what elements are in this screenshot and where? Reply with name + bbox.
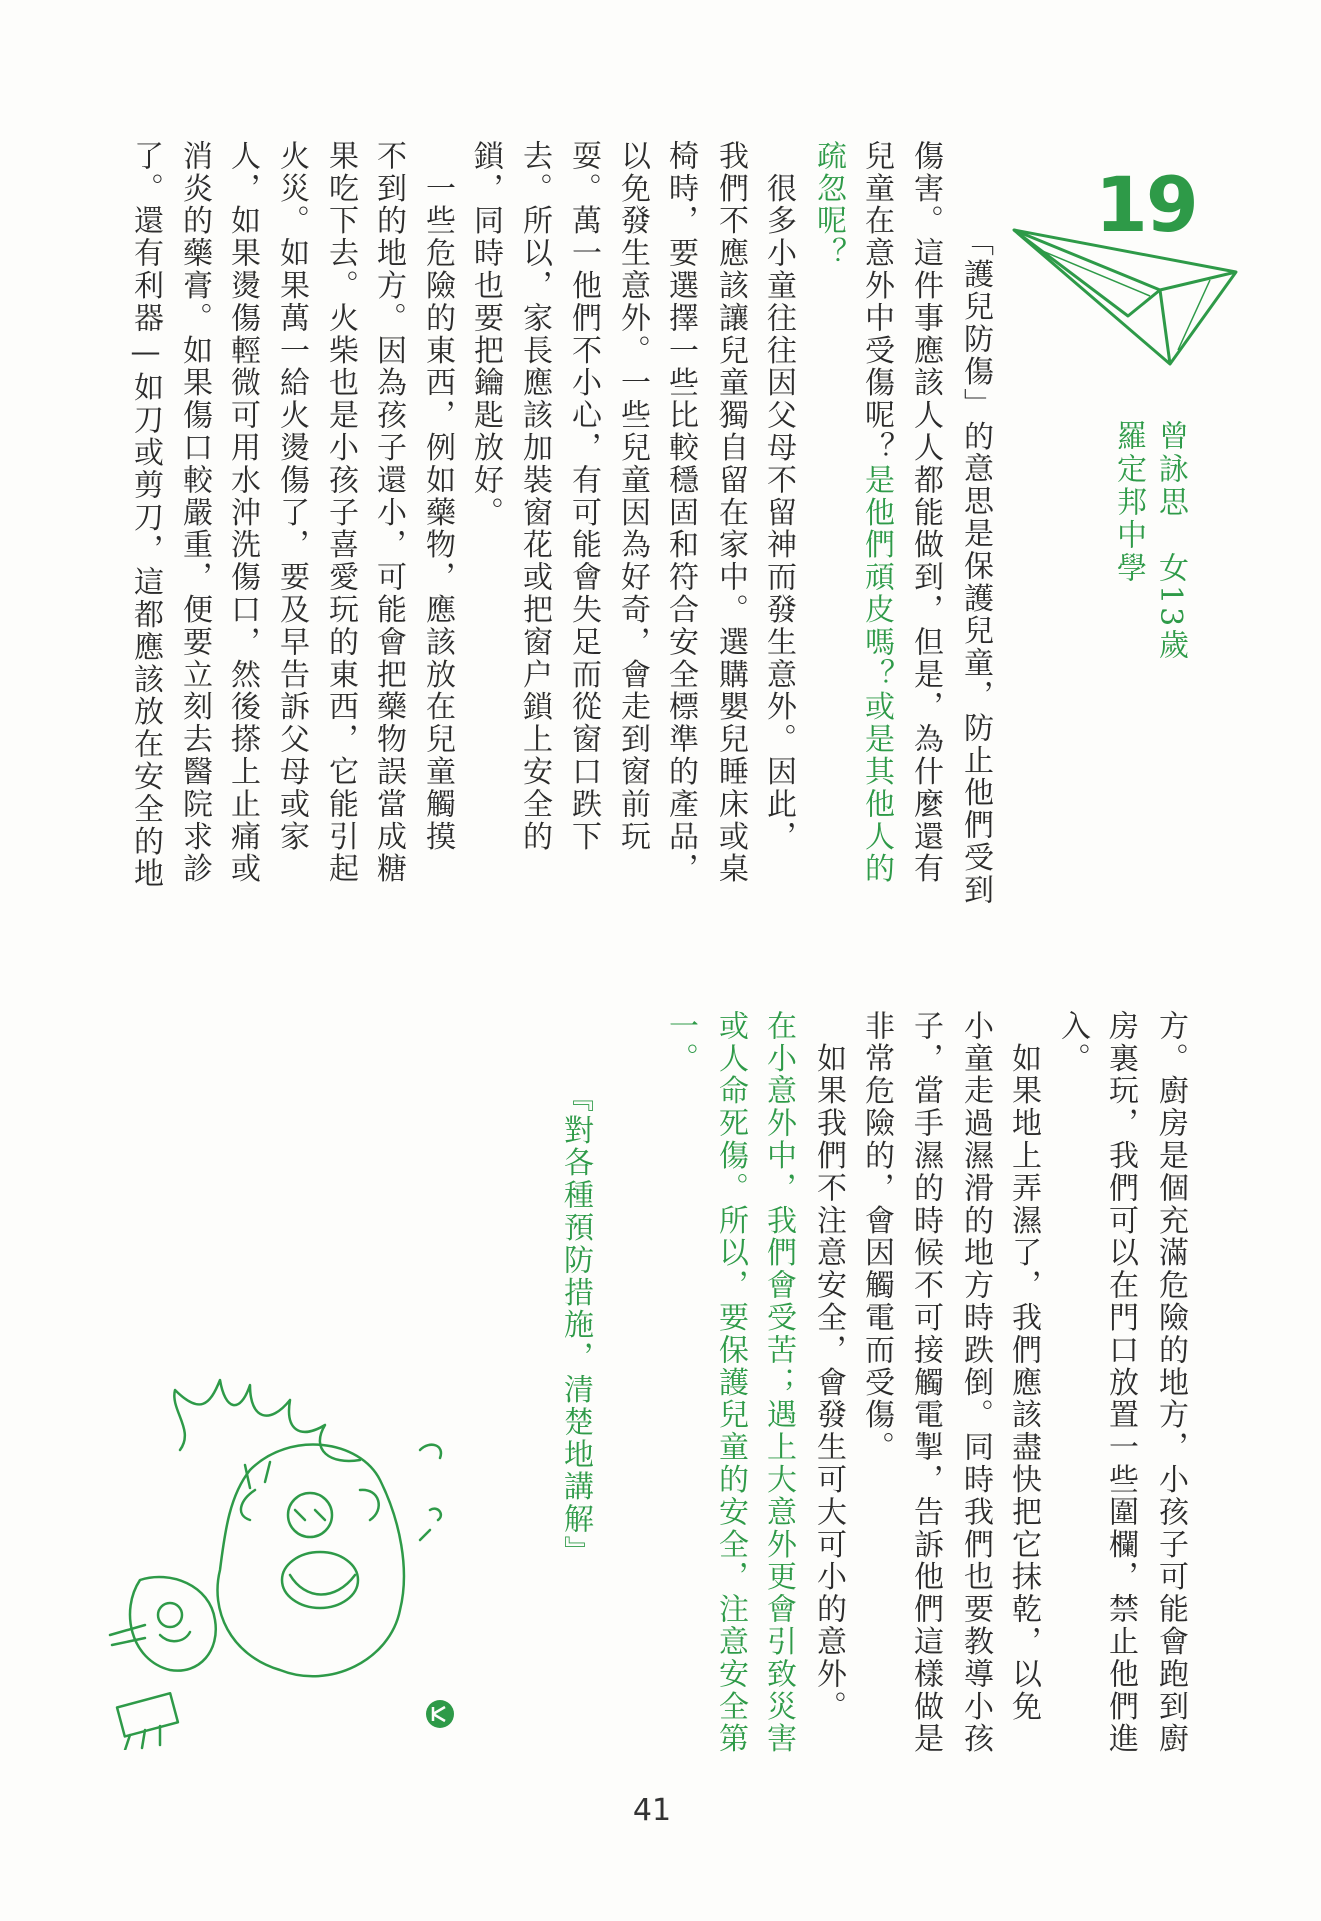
- upper-line-14: 果吃下去。火柴也是小孩子喜愛玩的東西，它能引起: [323, 140, 358, 886]
- lower-line-10: 或人命死傷。所以，要保護兒童的安全，注意安全第: [713, 1010, 748, 1756]
- upper-line-8: 以免發生意外。一些兒童因為好奇，會走到窗前玩: [615, 140, 650, 853]
- upper-line-17: 消炎的藥膏。如果傷口較嚴重，便要立刻去醫院求診: [177, 140, 212, 886]
- upper-line-7: 椅時，要選擇一些比較穩固和符合安全標準的產品，: [663, 140, 698, 886]
- page-number: 41: [632, 1793, 672, 1828]
- paper-plane-icon: [1010, 220, 1240, 370]
- upper-line-15: 火災。如果萬一給火燙傷了，要及早告訴父母或家: [274, 140, 309, 853]
- upper-line-12: 一些危險的東西，例如藥物，應該放在兒童觸摸: [420, 140, 455, 853]
- upper-line-2: 傷害。這件事應該人人都能做到，但是，為什麼還有: [908, 140, 943, 886]
- lower-line-2: 房裏玩，我們可以在門口放置一些圍欄，禁止他們進: [1103, 1010, 1138, 1756]
- upper-line-13: 不到的地方。因為孩子還小，可能會把藥物誤當成糖: [371, 140, 406, 886]
- upper-line-16: 人，如果燙傷輕微可用水沖洗傷口，然後搽上止痛或: [225, 140, 260, 886]
- upper-line-1: 「護兒防傷」的意思是保護兒童，防止他們受到: [958, 226, 993, 907]
- teacher-comment: 『對各種預防措施，清楚地講解』: [558, 1082, 593, 1568]
- upper-line-10: 去。所以，家長應該加裝窗花或把窗户鎖上安全的: [517, 140, 552, 853]
- lower-line-3: 入。: [1055, 1010, 1090, 1075]
- lower-line-7: 非常危險的，會因觸電而受傷。: [859, 1010, 894, 1464]
- upper-line-5: 很多小童往往因父母不留神而發生意外。因此，: [761, 140, 796, 853]
- article-number: 19: [1095, 160, 1197, 249]
- burn-cartoon-illustration: [100, 1370, 500, 1750]
- upper-line-9: 耍。萬一他們不小心，有可能會失足而從窗口跌下: [566, 140, 601, 853]
- author-gender: 女: [1153, 552, 1188, 585]
- lower-line-9: 在小意外中，我們會受苦；遇上大意外更會引致災害: [761, 1010, 796, 1756]
- lower-line-4: 如果地上弄濕了，我們應該盡快把它抹乾，以免: [1006, 1010, 1041, 1723]
- upper-line-11: 鎖，同時也要把鑰匙放好。: [468, 140, 503, 529]
- lower-line-8: 如果我們不注意安全，會發生可大可小的意外。: [811, 1010, 846, 1723]
- author-age: 13歲: [1153, 585, 1188, 663]
- author-name: 曾詠思: [1153, 420, 1188, 519]
- upper-line-6: 我們不應該讓兒童獨自留在家中。選購嬰兒睡床或桌: [713, 140, 748, 886]
- upper-line-18: 了。還有利器—如刀或剪刀，這都應該放在安全的地: [128, 140, 163, 891]
- upper-line-3: 兒童在意外中受傷呢？是他們頑皮嗎？或是其他人的: [859, 140, 894, 886]
- lower-line-6: 子，當手濕的時候不可接觸電掣，告訴他們這樣做是: [908, 1010, 943, 1756]
- lower-line-1: 方。廚房是個充滿危險的地方，小孩子可能會跑到廚: [1153, 1010, 1188, 1756]
- lower-line-11: 一。: [663, 1010, 698, 1075]
- artist-mark-icon: [426, 1700, 454, 1728]
- author-info: [1150, 420, 1190, 662]
- author-school: 羅定邦中學: [1111, 420, 1146, 585]
- upper-line-4: 疏忽呢？: [811, 140, 846, 270]
- lower-line-5: 小童走過濕滑的地方時跌倒。同時我們也要教導小孩: [958, 1010, 993, 1756]
